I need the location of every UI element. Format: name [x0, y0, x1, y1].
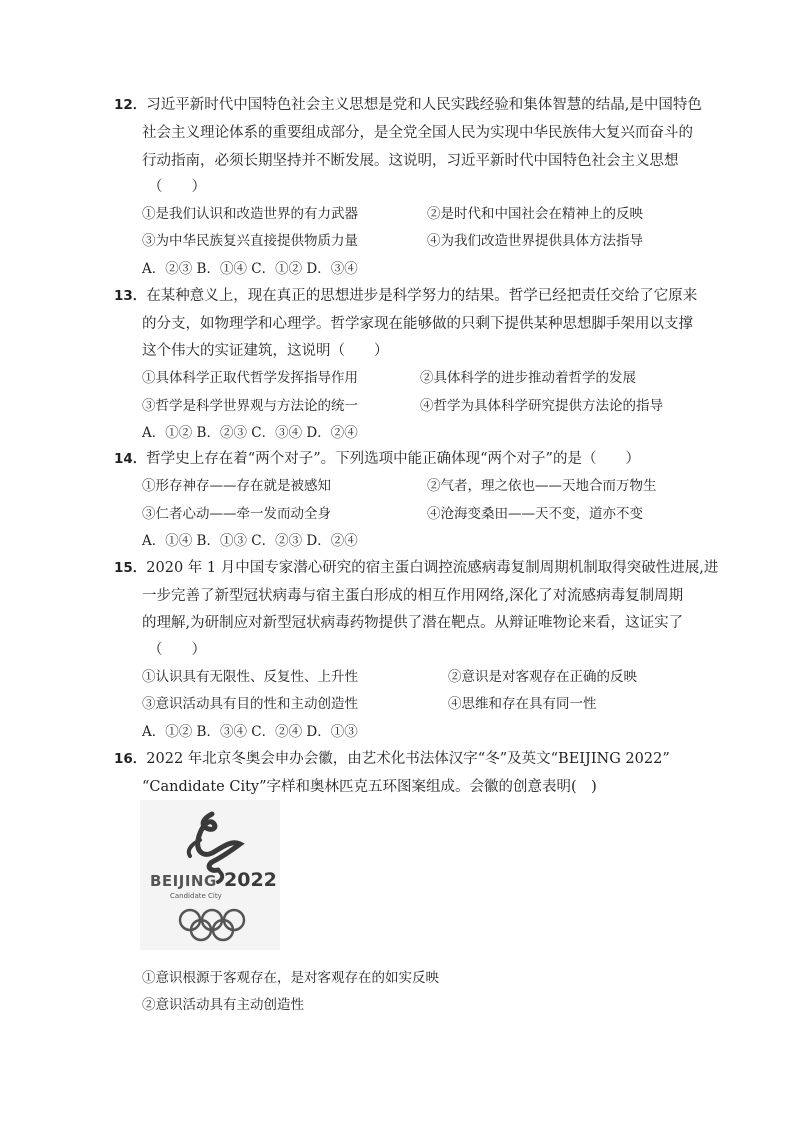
answer-blank: （ ） [148, 642, 206, 658]
option-1: ①是我们认识和改造世界的有力武器 [142, 206, 358, 222]
question-13-line-1 [114, 286, 697, 306]
question-stem: 哲学史上存在着“两个对子”。下列选项中能正确体现“两个对子”的是（ ） [146, 451, 640, 467]
question-stem: 习近平新时代中国特色社会主义思想是党和人民实践经验和集体智慧的结晶,是中国特色 [146, 97, 702, 113]
answer-choices: A．①④ B．①③ C．②③ D．②④ [142, 533, 358, 549]
question-number: 12． [114, 97, 147, 113]
question-12-line-1 [114, 95, 702, 115]
question-number: 16． [114, 751, 147, 767]
option-2: ②意识是对客观存在正确的反映 [448, 669, 637, 685]
option-2: ②气者，理之依也——天地合而万物生 [427, 478, 657, 494]
question-number: 13． [114, 288, 147, 304]
option-1: ①具体科学正取代哲学发挥指导作用 [142, 370, 358, 386]
emblem-text-candidate-city: Candidate City [170, 892, 222, 900]
beijing-2022-emblem-image [140, 800, 280, 950]
option-4: ④哲学为具体科学研究提供方法论的指导 [420, 398, 663, 414]
option-1: ①认识具有无限性、反复性、上升性 [142, 669, 358, 685]
question-stem: 社会主义理论体系的重要组成部分，是全党全国人民为实现中华民族伟大复兴而奋斗的 [142, 125, 693, 141]
answer-choices: A．①② B．②③ C．③④ D．②④ [142, 425, 358, 441]
option-4: ④沧海变桑田——天不变，道亦不变 [427, 506, 643, 522]
question-15-line-1 [114, 558, 718, 578]
question-stem: “Candidate City”字样和奥林匹克五环图案组成。会徽的创意表明( ) [142, 779, 597, 795]
question-stem: 的理解,为研制应对新型冠状病毒药物提供了潜在靶点。从辩证唯物论来看，这证实了 [142, 615, 684, 631]
question-stem: 在某种意义上，现在真正的思想进步是科学努力的结果。哲学已经把责任交给了它原来 [146, 288, 698, 304]
emblem-text-year: 2022 [224, 869, 277, 891]
option-2: ②意识活动具有主动创造性 [142, 997, 304, 1013]
option-4: ④为我们改造世界提供具体方法指导 [427, 233, 643, 249]
option-2: ②具体科学的进步推动着哲学的发展 [420, 370, 636, 386]
option-2: ②是时代和中国社会在精神上的反映 [427, 206, 643, 222]
question-number: 15． [114, 560, 147, 576]
answer-choices: A．①② B．③④ C．②④ D．①③ [142, 724, 358, 740]
question-14-line-1 [114, 449, 640, 469]
question-stem: 的分支，如物理学和心理学。哲学家现在能够做的只剩下提供某种思想脚手架用以支撑 [142, 316, 693, 332]
question-stem: 2020 年 1 月中国专家潜心研究的宿主蛋白调控流感病毒复制周期机制取得突破性进展,进 [146, 560, 719, 576]
question-16-line-1 [114, 749, 670, 769]
answer-choices: A．②③ B．①④ C．①② D．③④ [142, 261, 358, 277]
option-4: ④思维和存在具有同一性 [448, 696, 597, 712]
question-stem: 这个伟大的实证建筑，这说明（ ） [142, 343, 389, 359]
answer-blank: （ ） [148, 179, 206, 195]
option-3: ③哲学是科学世界观与方法论的统一 [142, 398, 358, 414]
option-3: ③意识活动具有目的性和主动创造性 [142, 696, 358, 712]
option-3: ③为中华民族复兴直接提供物质力量 [142, 233, 358, 249]
question-stem: 行动指南，必须长期坚持并不断发展。这说明，习近平新时代中国特色社会主义思想 [142, 153, 679, 169]
question-number: 14． [114, 451, 147, 467]
option-3: ③仁者心动——牵一发而动全身 [142, 506, 331, 522]
emblem-text-beijing: BEIJING [150, 872, 217, 890]
question-stem: 一步完善了新型冠状病毒与宿主蛋白形成的相互作用网络,深化了对流感病毒复制周期 [142, 588, 684, 604]
option-1: ①意识根源于客观存在，是对客观存在的如实反映 [142, 970, 439, 986]
question-stem: 2022 年北京冬奥会申办会徽，由艺术化书法体汉字“冬”及英文“BEIJING 2022” [146, 751, 670, 767]
option-1: ①形存神存——存在就是被感知 [142, 478, 331, 494]
